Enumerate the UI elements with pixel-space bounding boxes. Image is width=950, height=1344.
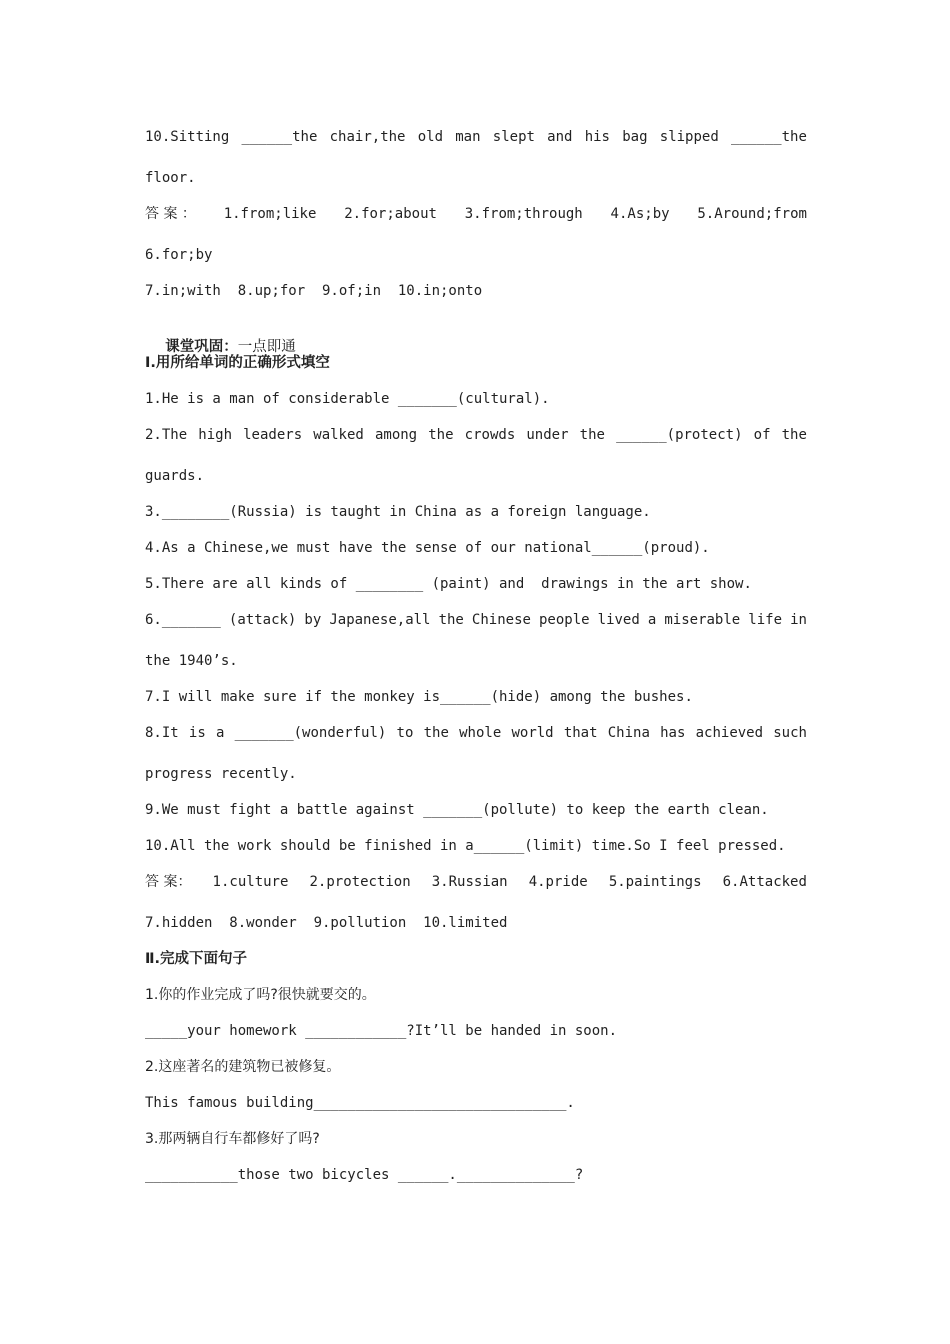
word: man	[455, 129, 481, 145]
section2-heading: Ⅱ.完成下面句子	[145, 951, 248, 967]
word: miserable	[664, 612, 741, 628]
word: the	[781, 427, 807, 443]
word: 8.It	[145, 725, 179, 741]
word: slipped	[659, 129, 719, 145]
s2-q1-english: _____your homework ____________?It’ll be handed in soon.	[145, 1023, 618, 1039]
word: the	[423, 725, 449, 741]
word: Japanese,all	[329, 612, 431, 628]
consolidation-title: 课堂巩固：	[165, 339, 238, 355]
s1-q7: 7.I will make sure if the monkey is______(hide) among the bushes.	[145, 689, 693, 705]
word: such	[773, 725, 807, 741]
word: his	[584, 129, 610, 145]
word: by	[304, 612, 322, 628]
word: China	[607, 725, 650, 741]
s1-q6-line2: the 1940’s.	[145, 653, 238, 669]
word: a	[647, 612, 657, 628]
s1-q1: 1.He is a man of considerable _______(cultural).	[145, 391, 550, 407]
answer: 3.Russian	[431, 874, 508, 890]
word: chair,the	[329, 129, 406, 145]
answer: 2.protection	[309, 874, 411, 890]
word: 10.Sitting	[145, 129, 230, 145]
s1-answers-line1	[145, 872, 807, 892]
word: lived	[597, 612, 640, 628]
word: that	[563, 725, 598, 741]
word: old	[417, 129, 444, 145]
answer: 4.pride	[528, 874, 588, 890]
s2-q3-english: ___________those two bicycles ______.______________?	[145, 1167, 584, 1183]
word: ______the	[241, 129, 318, 145]
answer: 4.As;by	[610, 206, 670, 222]
word: under	[526, 427, 569, 443]
word: a	[215, 725, 225, 741]
word: bag	[622, 129, 648, 145]
s1-q2-line1	[145, 425, 807, 445]
answer: 1.from;like	[223, 206, 317, 222]
s2-q3-chinese: 3.那两辆自行车都修好了吗?	[145, 1131, 320, 1147]
answer: 2.for;about	[344, 206, 437, 222]
answers-prev-line3: 7.in;with 8.up;for 9.of;in 10.in;onto	[145, 283, 483, 299]
answer: 3.from;through	[464, 206, 583, 222]
word: _______(wonderful)	[234, 725, 387, 741]
answer: 5.paintings	[608, 874, 702, 890]
s1-q8-line1	[145, 723, 807, 743]
word: ______(protect)	[616, 427, 743, 443]
s1-answers-line2: 7.hidden 8.wonder 9.pollution 10.limited	[145, 915, 508, 931]
word: in	[790, 612, 807, 628]
s1-q8-line2: progress recently.	[145, 766, 297, 782]
word: to	[396, 725, 414, 741]
s2-q2-chinese: 2.这座著名的建筑物已被修复。	[145, 1059, 341, 1075]
word: walked	[313, 427, 364, 443]
answers-prev-line1	[145, 204, 807, 224]
q10-prev-line2: floor.	[145, 170, 196, 186]
word: among	[374, 427, 418, 443]
word: whole	[459, 725, 502, 741]
s1-q10: 10.All the work should be finished in a______(limit) time.So I feel pressed.	[145, 838, 786, 854]
consolidation-subtitle: 一点即通	[237, 339, 296, 355]
word: of	[753, 427, 771, 443]
word: (attack)	[228, 612, 297, 628]
answer: 5.Around;from	[697, 206, 807, 222]
word: and	[547, 129, 573, 145]
s2-q2-english: This famous building______________________________.	[145, 1095, 575, 1111]
answer-label: 答 案 ：	[145, 206, 196, 222]
answer-label: 答 案：	[145, 874, 192, 890]
word: world	[511, 725, 554, 741]
word: has	[660, 725, 686, 741]
word: leaders	[243, 427, 303, 443]
word: 6._______	[145, 612, 221, 628]
word: Chinese	[471, 612, 531, 628]
q10-prev-line1	[145, 127, 807, 147]
s2-q1-chinese: 1.你的作业完成了吗?很快就要交的。	[145, 987, 376, 1003]
word: the	[428, 427, 454, 443]
word: crowds	[464, 427, 516, 443]
word: the	[438, 612, 464, 628]
s1-q9: 9.We must fight a battle against _______(pollute) to keep the earth clean.	[145, 802, 769, 818]
word: is	[188, 725, 206, 741]
s1-q3: 3.________(Russia) is taught in China as a foreign language.	[145, 504, 651, 520]
answers-prev-line2: 6.for;by	[145, 247, 213, 263]
section1-heading: Ⅰ.用所给单词的正确形式填空	[145, 355, 330, 371]
word: the	[579, 427, 605, 443]
word: high	[198, 427, 232, 443]
s1-q2-line2: guards.	[145, 468, 205, 484]
s1-q6-line1	[145, 610, 807, 630]
s1-q5: 5.There are all kinds of ________ (paint) and drawings in the art show.	[145, 576, 752, 592]
word: people	[539, 612, 590, 628]
word: life	[748, 612, 782, 628]
answer: 6.Attacked	[722, 874, 807, 890]
word: 2.The	[145, 427, 188, 443]
word: ______the	[731, 129, 807, 145]
answer: 1.culture	[212, 874, 289, 890]
word: achieved	[695, 725, 764, 741]
word: slept	[492, 129, 535, 145]
s1-q4: 4.As a Chinese,we must have the sense of our national______(proud).	[145, 540, 710, 556]
